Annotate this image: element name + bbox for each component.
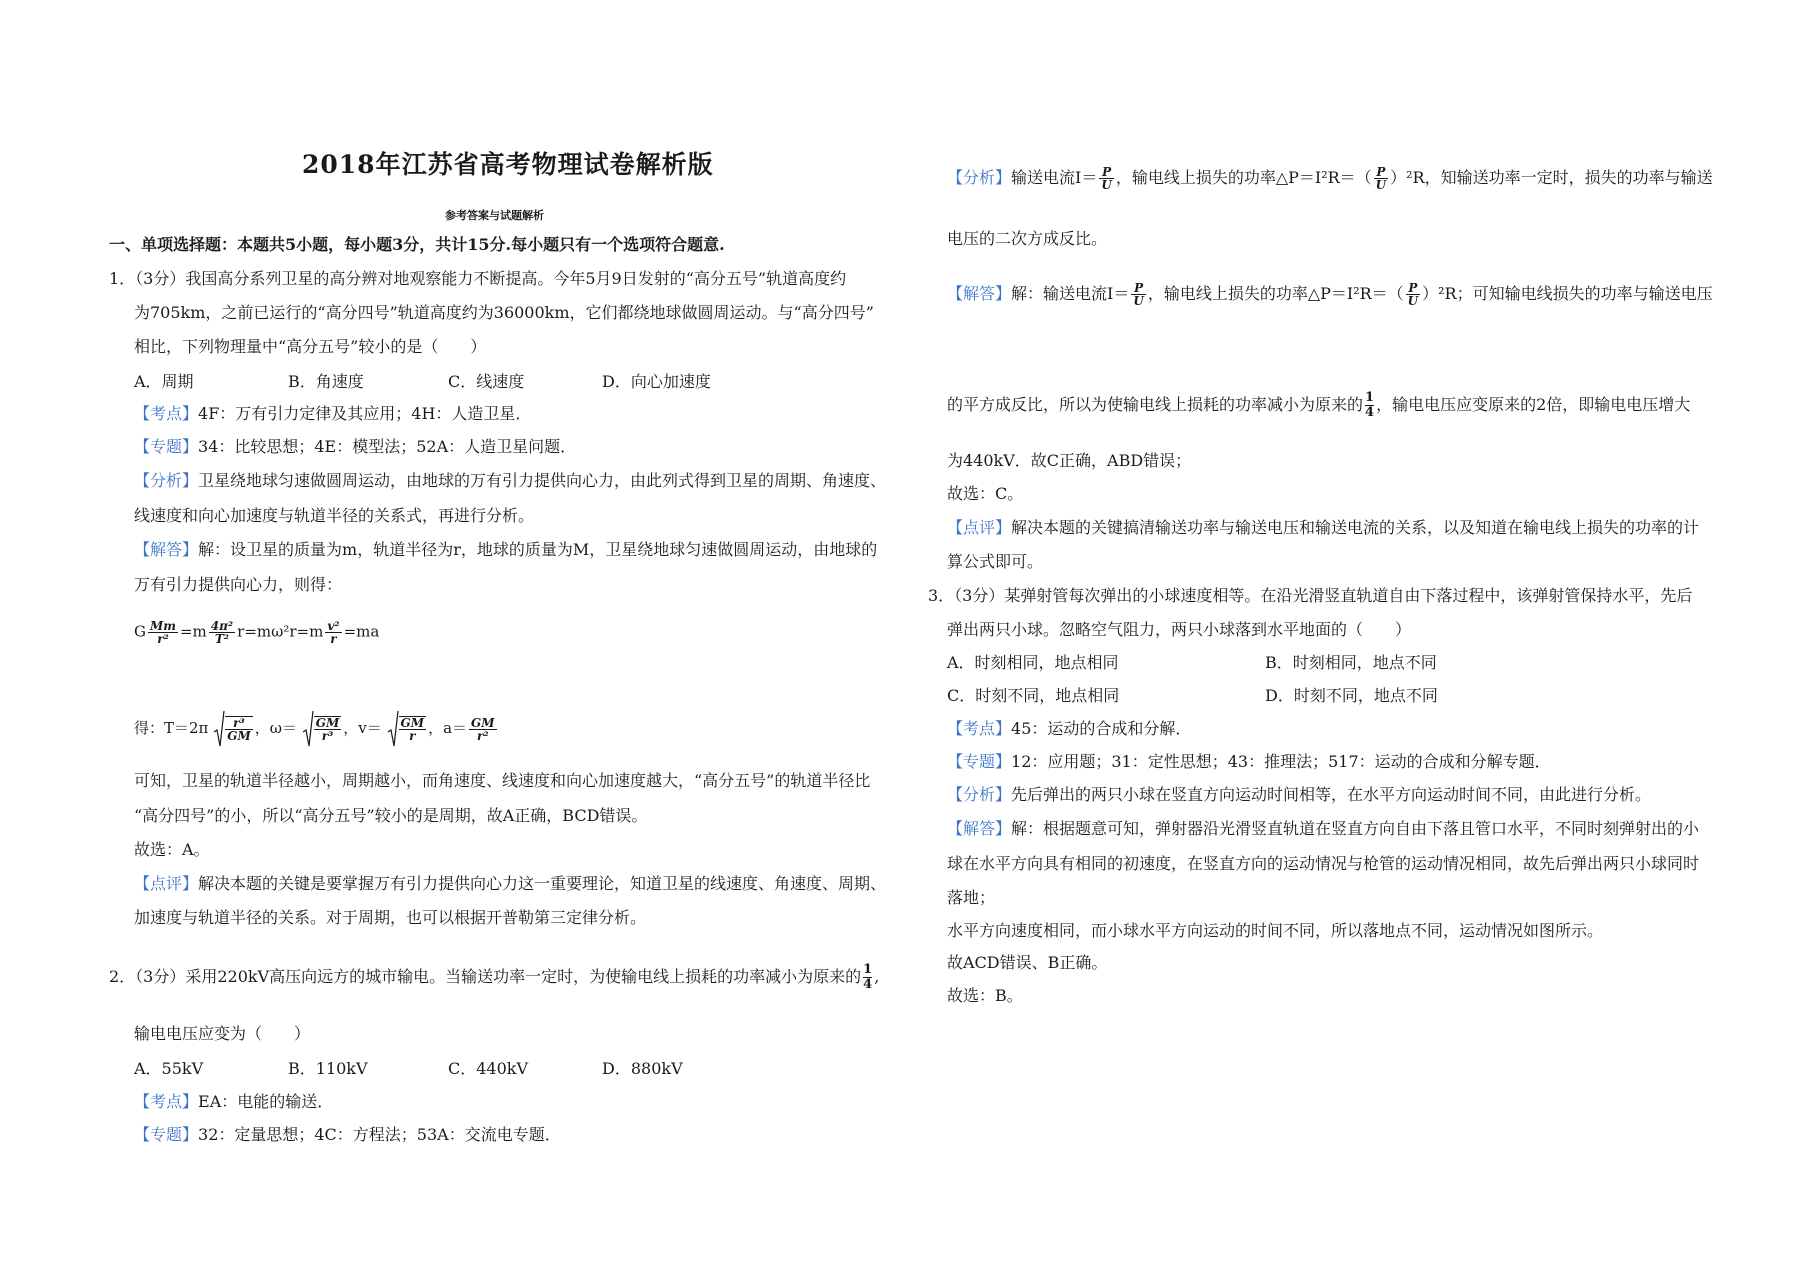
q2-jieda-frac-P: P	[1131, 282, 1145, 295]
q2-option-c: C．440kV	[448, 1059, 529, 1078]
q2-jieda-line2	[947, 391, 1690, 420]
q2-jieda	[947, 282, 1713, 307]
q1-zhuanti	[134, 436, 576, 458]
q3-jieda-line5: 故ACD错误、B正确。	[947, 953, 1108, 972]
q2-fenxi-frac-U: U	[1101, 178, 1112, 192]
fenxi-tag: 【分析】	[947, 785, 1012, 804]
eq2-a: ，a＝	[428, 719, 468, 737]
frac-num-Mm: Mm	[149, 619, 176, 633]
q1-zhuanti-text: 34：比较思想；4E：模型法；52A：人造卫星问题．	[198, 437, 577, 456]
q2-option-b: B．110kV	[288, 1059, 368, 1078]
frac-num-v2: v²	[327, 619, 340, 633]
frac-den-T2: T²	[214, 632, 230, 646]
eq-end: =ma	[343, 622, 380, 641]
q3-jieda-line3: 落地；	[947, 888, 996, 907]
q3-option-a: A．时刻相同，地点相同	[947, 653, 1119, 672]
sqrt-den-GM: GM	[227, 729, 251, 743]
q2-frac-num: 1	[863, 962, 873, 977]
q2-jieda-frac2-U: U	[1407, 294, 1419, 308]
frac-den-r2-a: r²	[477, 728, 489, 743]
q3-line2: 弹出两只小球。忽略空气阻力，两只小球落到水平地面的（ ）	[947, 620, 1412, 639]
q2-dianping-line2: 算公式即可。	[947, 552, 1044, 571]
eq-G: G	[134, 622, 146, 641]
q1-fenxi-line2: 线速度和向心加速度与轨道半径的关系式，再进行分析。	[134, 506, 535, 525]
zhuanti-tag: 【专题】	[134, 1125, 199, 1144]
sqrt-den-r: r	[409, 729, 416, 743]
q2-dianping-text: 解决本题的关键搞清输送功率与输送电压和输送电流的关系，以及知道在输电线上损失的功率的计	[1011, 518, 1700, 537]
q2-fenxi	[947, 166, 1713, 191]
q1-dianping	[134, 873, 886, 895]
q3-kaodian	[947, 718, 1191, 740]
q3-answer: 故选：B。	[947, 986, 1023, 1005]
q1-line1: 1．（3分）我国高分系列卫星的高分辨对地观察能力不断提高。今年5月9日发射的“高分五号”轨道高度约	[109, 269, 847, 288]
jieda-tag: 【解答】	[134, 540, 199, 559]
q1-option-d: D．向心加速度	[602, 372, 711, 391]
q3-fenxi	[947, 784, 1651, 806]
q2-line1: 2．（3分）采用220kV高压向远方的城市输电。当输送功率一定时，为使输电线上损耗的功率减小为原来的 $\frac{1}{4}$ ,	[109, 962, 880, 992]
fenxi-tag: 【分析】	[134, 471, 199, 490]
q1-jieda-line2: 万有引力提供向心力，则得：	[134, 575, 343, 594]
q3-line1: 3．（3分）某弹射管每次弹出的小球速度相等。在沿光滑竖直轨道自由下落过程中，该弹射管保持水平，先后	[928, 586, 1693, 605]
q1-conclusion-line2: “高分四号”的小，所以“高分五号”较小的是周期，故A正确，BCD错误。	[134, 806, 648, 825]
q2-fenxi-frac-P: P	[1099, 166, 1113, 179]
fenxi-tag: 【分析】	[947, 168, 1012, 187]
q1-equation-gravity	[134, 620, 379, 645]
q1-answer: 故选：A。	[134, 840, 210, 859]
q1-line2: 为705km，之前已运行的“高分四号”轨道高度约为36000km，它们都绕地球做圆周运动。与“高分四号”	[134, 303, 874, 322]
q2-jieda-frac2-P: P	[1406, 282, 1420, 295]
eq2-v: ，v＝	[343, 719, 382, 737]
q2-fenxi-frac2-P: P	[1374, 166, 1388, 179]
q1-kaodian	[134, 403, 531, 425]
q3-fenxi-text: 先后弹出的两只小球在竖直方向运动时间相等，在水平方向运动时间不同，由此进行分析。	[1011, 785, 1652, 804]
q2-jieda-c: ）²R；可知输电线损失的功率与输送电压	[1422, 284, 1713, 303]
sqrt-v	[387, 710, 429, 748]
q2-jieda-b: ，输电线上损失的功率△P＝I²R＝（	[1147, 284, 1404, 303]
q3-jieda-line2: 球在水平方向具有相同的初速度，在竖直方向的运动情况与枪管的运动情况相同，故先后弹出两只小球同时	[947, 854, 1700, 873]
jieda-tag: 【解答】	[947, 819, 1012, 838]
q2-jieda2-a: 的平方成反比，所以为使输电线上损耗的功率减小为原来的	[947, 395, 1364, 414]
q2-fenxi-frac2-U: U	[1375, 178, 1387, 192]
q3-jieda-line4: 水平方向速度相同，而小球水平方向运动的时间不同，所以落地点不同，运动情况如图所示。	[947, 921, 1604, 940]
frac-den-r: r	[330, 632, 337, 646]
q3-option-c: C．时刻不同，地点相同	[947, 686, 1120, 705]
q1-option-b: B．角速度	[288, 372, 364, 391]
q1-dianping-line2: 加速度与轨道半径的关系。对于周期，也可以根据开普勒第三定律分析。	[134, 908, 647, 927]
q3-jieda	[947, 818, 1699, 840]
jieda-tag: 【解答】	[947, 284, 1012, 303]
section-heading: 一、单项选择题：本题共5小题，每小题3分，共计15分.每小题只有一个选项符合题意.	[109, 235, 725, 254]
kaodian-tag: 【考点】	[947, 719, 1012, 738]
q2-fenxi-c: ）²R，知输送功率一定时，损失的功率与输送	[1390, 168, 1713, 187]
q2-option-a: A．55kV	[134, 1059, 204, 1078]
q1-equation-results	[134, 710, 499, 748]
q2-kaodian-text: EA：电能的输送．	[198, 1092, 334, 1111]
q1-jieda	[134, 539, 877, 561]
q1-jieda-text: 解：设卫星的质量为m，轨道半径为r，地球的质量为M，卫星绕地球匀速做圆周运动，由地球的	[198, 540, 878, 559]
q2-jieda2-b: ，输电电压应变原来的2倍，即输电电压增大	[1376, 395, 1691, 414]
q2-frac-den: 4	[863, 977, 873, 992]
q3-option-b: B．时刻相同，地点不同	[1265, 653, 1437, 672]
q2-jieda-frac-U: U	[1133, 294, 1144, 308]
q1-option-a: A．周期	[134, 372, 194, 391]
q1-fenxi	[134, 470, 886, 492]
q1-option-c: C．线速度	[448, 372, 525, 391]
q3-option-d: D．时刻不同，地点不同	[1265, 686, 1438, 705]
sqrt-num-r3: r³	[225, 717, 253, 730]
q3-zhuanti	[947, 751, 1551, 773]
q2-line2: 输电电压应变为（ ）	[134, 1024, 311, 1043]
zhuanti-tag: 【专题】	[134, 437, 199, 456]
eq2-pre: 得：T＝2π	[134, 719, 209, 737]
dianping-tag: 【点评】	[134, 874, 199, 893]
q2-zhuanti-text: 32：定量思想；4C：方程法；53A：交流电专题．	[198, 1125, 561, 1144]
frac-num-4pi2: 4π²	[210, 619, 234, 633]
q1-conclusion-line1: 可知，卫星的轨道半径越小，周期越小，而角速度、线速度和向心加速度越大，“高分五号”的轨道半径比	[134, 771, 871, 790]
sqrt-num-GM-v: GM	[400, 716, 425, 730]
sqrt-T	[213, 710, 255, 748]
sqrt-den-r3: r³	[321, 729, 334, 743]
q2-fenxi-a: 输送电流I＝	[1011, 168, 1098, 187]
q2-fenxi-line2: 电压的二次方成反比。	[947, 229, 1108, 248]
dianping-tag: 【点评】	[947, 518, 1012, 537]
kaodian-tag: 【考点】	[134, 404, 199, 423]
eq2-omega: ，ω＝	[254, 719, 297, 737]
q2-dianping	[947, 517, 1699, 539]
sqrt-num-GM: GM	[315, 716, 340, 730]
q2-jieda-line3: 为440kV．故C正确，ABD错误；	[947, 451, 1192, 470]
q1-fenxi-text: 卫星绕地球匀速做圆周运动，由地球的万有引力提供向心力，由此列式得到卫星的周期、角速度、	[198, 471, 887, 490]
q2-option-d: D．880kV	[602, 1059, 683, 1078]
q2-jieda2-frac-den: 4	[1365, 405, 1375, 420]
frac-num-GM-a: GM	[471, 715, 495, 730]
q3-jieda-text: 解：根据题意可知，弹射器沿光滑竖直轨道在竖直方向自由下落且管口水平，不同时刻弹射出的小	[1011, 819, 1700, 838]
q2-line1-text: 2．（3分）采用220kV高压向远方的城市输电。当输送功率一定时，为使输电线上损耗的功率减小为原来的	[109, 967, 862, 986]
q2-jieda-a: 解：输送电流I＝	[1011, 284, 1130, 303]
eq-mid1: =m	[179, 622, 207, 641]
eq-mid2: r=mω²r=m	[237, 622, 324, 641]
q2-jieda2-frac-num: 1	[1365, 390, 1375, 405]
q1-kaodian-text: 4F：万有引力定律及其应用；4H：人造卫星．	[198, 404, 532, 423]
frac-den-r2: r²	[157, 632, 169, 646]
q1-dianping-text: 解决本题的关键是要掌握万有引力提供向心力这一重要理论，知道卫星的线速度、角速度、周期、	[198, 874, 887, 893]
zhuanti-tag: 【专题】	[947, 752, 1012, 771]
q1-line3: 相比，下列物理量中“高分五号”较小的是（ ）	[134, 337, 487, 356]
page-subtitle: 参考答案与试题解析	[445, 209, 544, 222]
q3-kaodian-text: 45：运动的合成和分解．	[1011, 719, 1192, 738]
q2-kaodian	[134, 1091, 333, 1113]
sqrt-omega	[302, 710, 344, 748]
q2-answer: 故选：C。	[947, 484, 1024, 503]
page-title: 2018年江苏省高考物理试卷解析版	[302, 150, 714, 179]
kaodian-tag: 【考点】	[134, 1092, 199, 1111]
q2-zhuanti	[134, 1124, 561, 1146]
q3-zhuanti-text: 12：应用题；31：定性思想；43：推理法；517：运动的合成和分解专题．	[1011, 752, 1551, 771]
q2-fenxi-b: ，输电线上损失的功率△P＝I²R＝（	[1115, 168, 1372, 187]
